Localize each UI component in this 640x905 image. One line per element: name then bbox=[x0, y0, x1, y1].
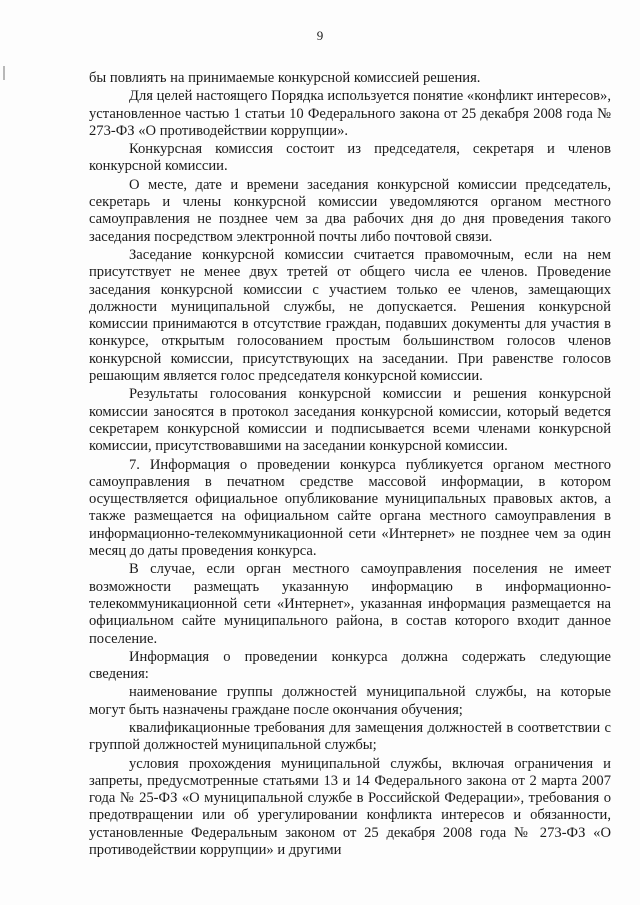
paragraph-commission-composition: Конкурсная комиссия состоит из председателя, секретаря и членов конкурсной комиссии. bbox=[89, 141, 611, 175]
list-item-service-conditions: условия прохождения муниципальной службы, включая ограничения и запреты, предусмотренные статьями 13 и 14 Федерального закона от 2 марта 2007 года № 25-ФЗ «О муниципальной службе в Российской Федерации», требования о предотвращении или об урегулировании конфликта интересов и обязанности, установленные Федеральным законом от 25 декабря 2008 года № 273-ФЗ «О противодействии коррупции» и другими bbox=[89, 755, 611, 859]
paragraph-municipal-site: В случае, если орган местного самоуправления поселения не имеет возможности размещать указанную информацию в информационно-телекоммуникационной сети «Интернет», указанная информация размещается на официальном сайте муниципального района, в состав которого входит данное поселение. bbox=[89, 561, 611, 647]
paragraph-quorum: Заседание конкурсной комиссии считается правомочным, если на нем присутствует не менее двух третей от общего числа ее членов. Проведение заседания конкурсной комиссии с участием только ее членов, замещающих должности муниципальной службы, не допускается. Решения конкурсной комиссии принимаются в отсутствие граждан, подавших документы для участия в конкурсе, открытым голосованием простым большинством голосов членов конкурсной комиссии, присутствующих на заседании. При равенстве голосов решающим является голос председателя конкурсной комиссии. bbox=[89, 246, 611, 385]
paragraph-continuation: бы повлиять на принимаемые конкурсной комиссией решения. bbox=[89, 70, 481, 86]
paragraph-voting-results: Результаты голосования конкурсной комиссии и решения конкурсной комиссии заносятся в протокол заседания конкурсной комиссии, который ведется секретарем конкурсной комиссии и подписывается всеми членами конкурсной комиссии, присутствовавшими на заседании конкурсной комиссии. bbox=[89, 386, 611, 455]
page-number: 9 bbox=[316, 28, 324, 43]
margin-mark bbox=[3, 66, 5, 80]
document-body bbox=[89, 70, 611, 859]
paragraph-meeting-notification: О месте, дате и времени заседания конкурсной комиссии председатель, секретарь и члены конкурсной комиссии уведомляются органом местного самоуправления не позднее чем за два рабочих дня до дня проведения такого заседания посредством электронной почты либо почтовой связи. bbox=[89, 176, 611, 245]
paragraph-conflict-of-interest: Для целей настоящего Порядка используется понятие «конфликт интересов», установленное частью 1 статьи 10 Федерального закона от 25 декабря 2008 года № 273-ФЗ «О противодействии коррупции». bbox=[89, 88, 611, 139]
list-item-qualification: квалификационные требования для замещения должностей в соответствии с группой должностей муниципальной службы; bbox=[89, 719, 611, 754]
list-item-position-group: наименование группы должностей муниципальной службы, на которые могут быть назначены граждане после окончания обучения; bbox=[89, 684, 611, 718]
paragraph-publication: 7. Информация о проведении конкурса публикуется органом местного самоуправления в печатном средстве массовой информации, в котором осуществляется официальное опубликование муниципальных правовых актов, а также размещается на официальном сайте органа местного самоуправления в информационно-телекоммуникационной сети «Интернет» не позднее чем за один месяц до даты проведения конкурса. bbox=[89, 456, 611, 560]
paragraph-info-contents: Информация о проведении конкурса должна содержать следующие сведения: bbox=[89, 648, 611, 683]
